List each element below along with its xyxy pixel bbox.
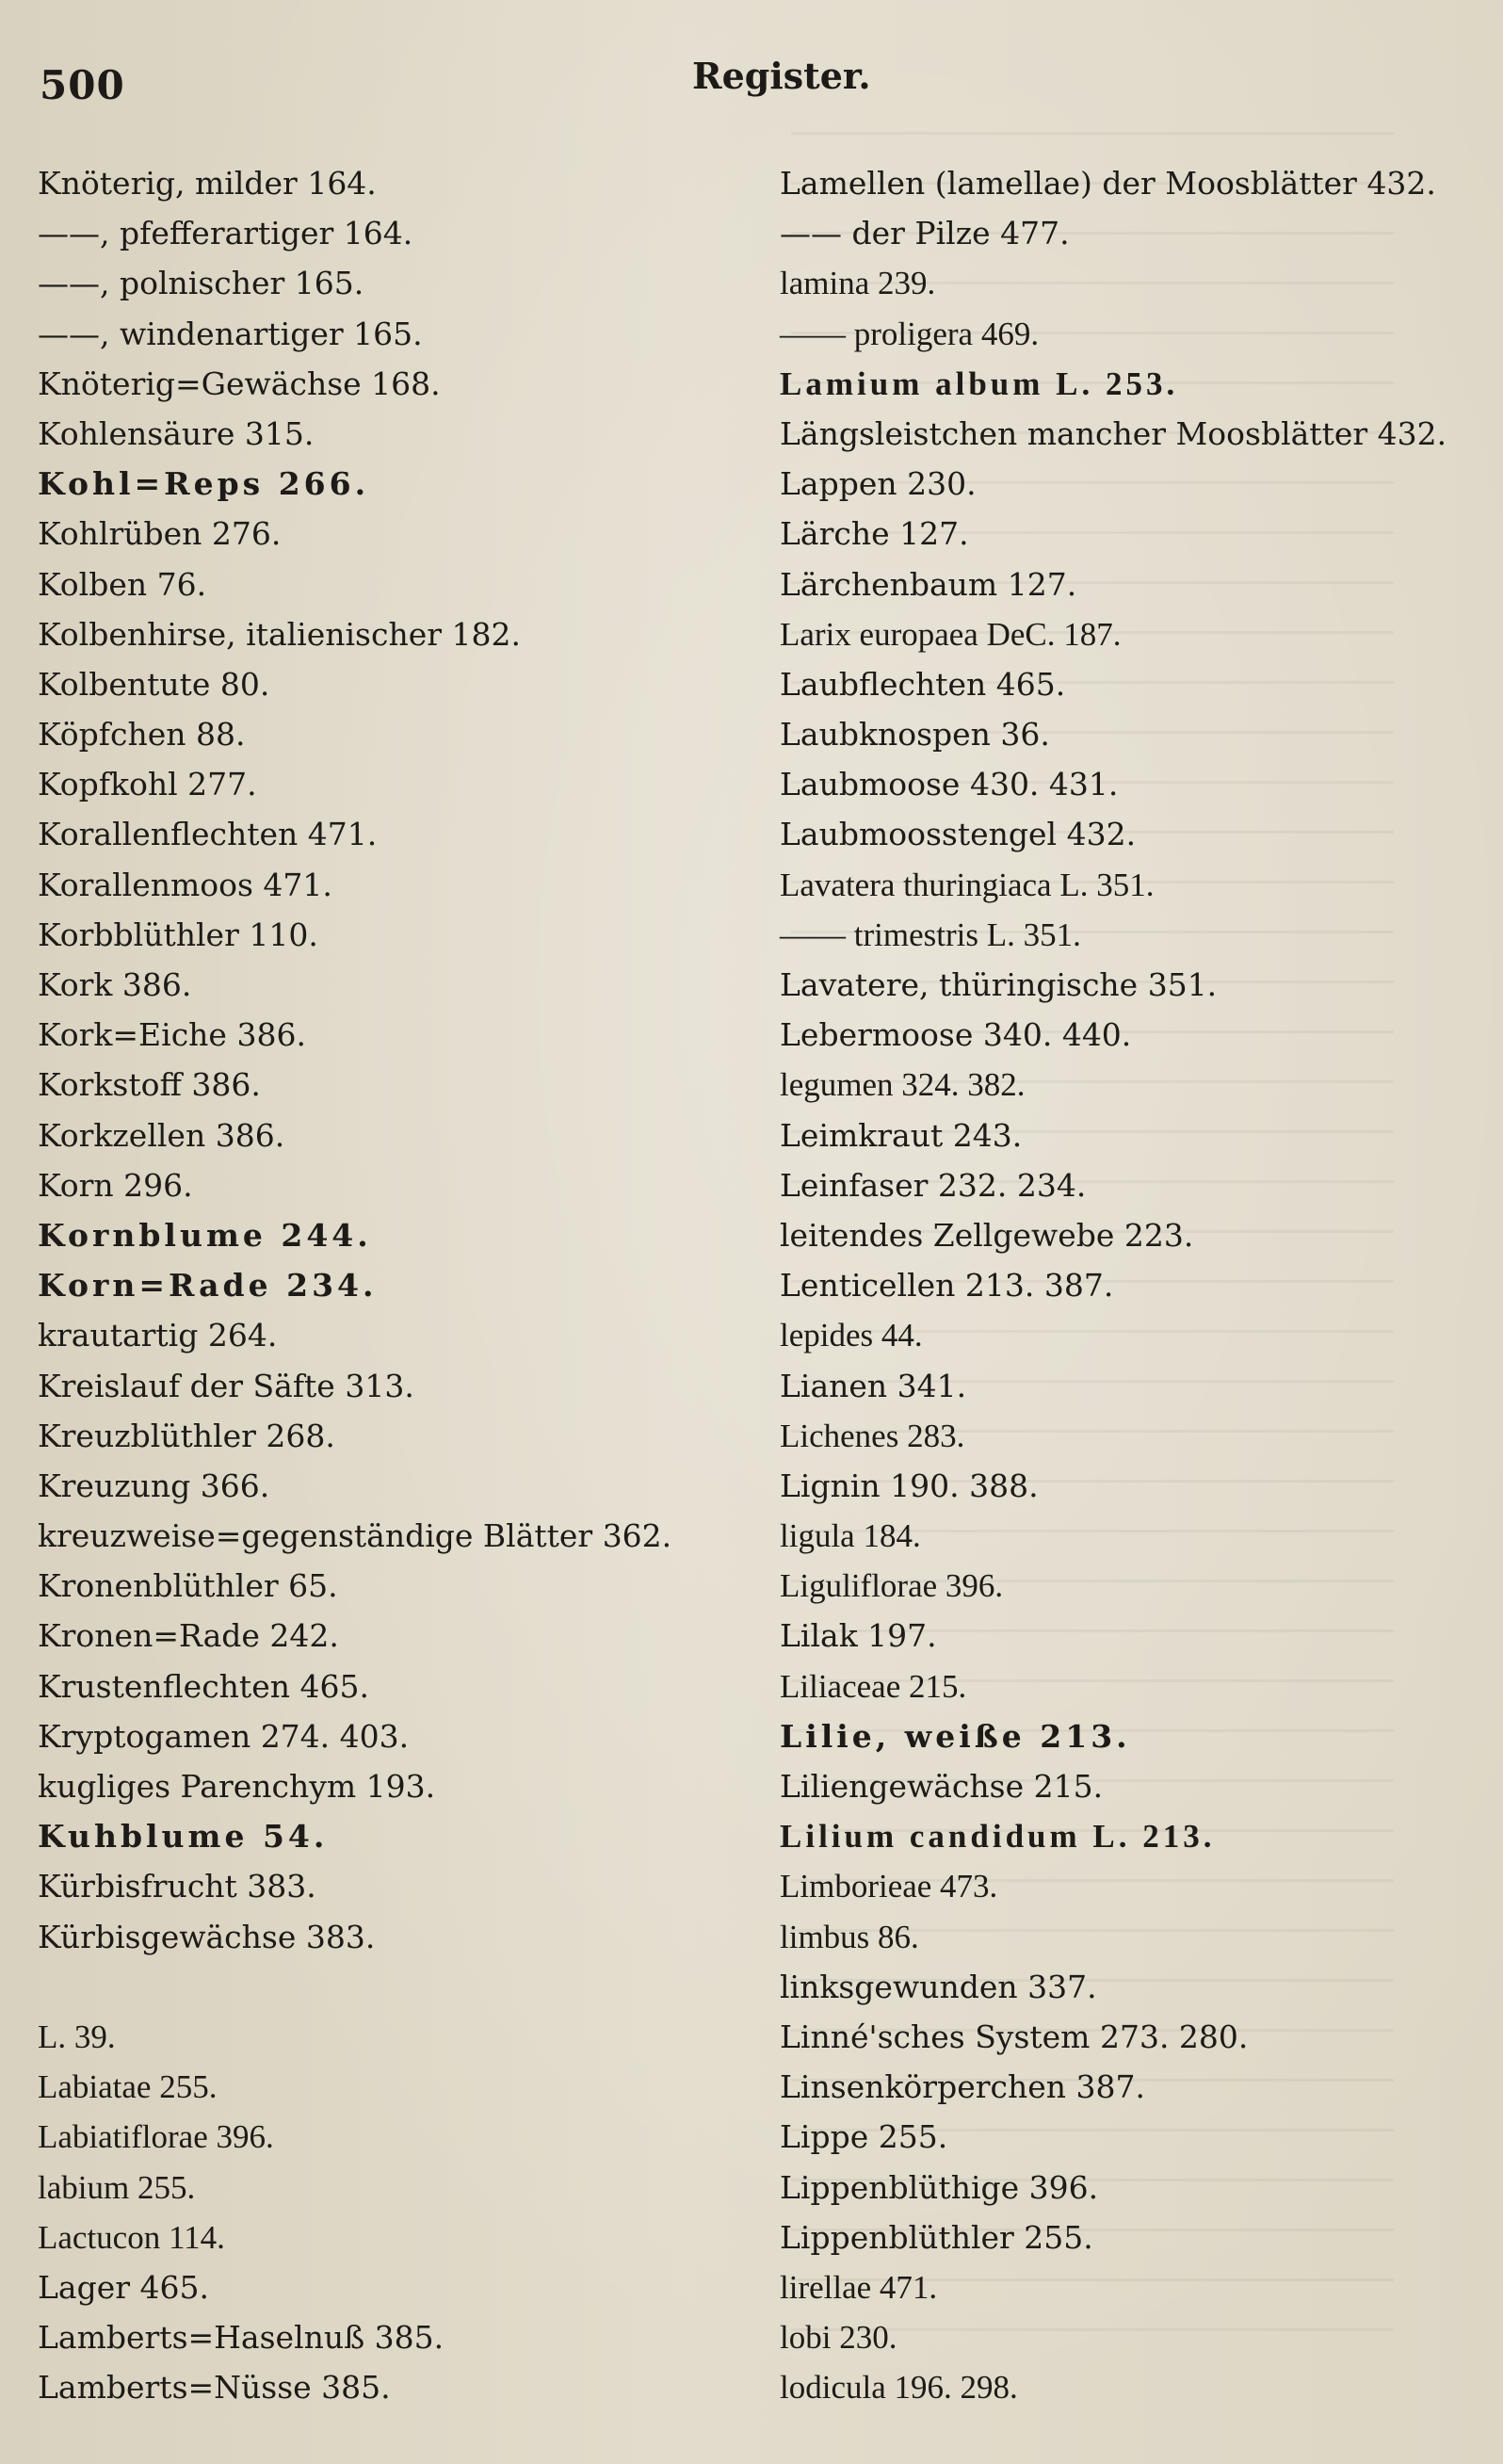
- index-entry: Kolben 76.: [38, 565, 207, 603]
- index-entry: ——, pfefferartiger 164.: [38, 215, 413, 252]
- index-entry: lepides 44.: [780, 1317, 923, 1354]
- index-entry: Lippenblüthler 255.: [780, 2218, 1093, 2256]
- index-entry: Lilie, weiße 213.: [780, 1717, 1131, 1755]
- index-entry: Lamberts=Haselnuß 385.: [38, 2319, 444, 2357]
- index-entry: Korkstoff 386.: [38, 1066, 261, 1104]
- index-entry: Liguliflorae 396.: [780, 1567, 1004, 1605]
- index-entry: —— trimestris L. 351.: [780, 916, 1081, 953]
- index-entry: Lärchenbaum 127.: [780, 565, 1077, 603]
- index-entry: Lavatera thuringiaca L. 351.: [780, 866, 1155, 903]
- index-entry: Lippenblüthige 396.: [780, 2168, 1099, 2206]
- index-entry: ligula 184.: [780, 1517, 921, 1555]
- index-entry: legumen 324. 382.: [780, 1066, 1026, 1104]
- index-entry: Lamberts=Nüsse 385.: [38, 2369, 391, 2407]
- index-entry: Linné'sches System 273. 280.: [780, 2018, 1249, 2055]
- index-entry: Kreuzblüthler 268.: [38, 1417, 335, 1454]
- index-entry: Knöterig=Gewächse 168.: [38, 365, 441, 402]
- index-entry: Kuhblume 54.: [38, 1818, 329, 1856]
- index-entry: —— der Pilze 477.: [780, 215, 1070, 252]
- index-entry: Köpfchen 88.: [38, 716, 246, 754]
- index-entry: Lebermoose 340. 440.: [780, 1016, 1132, 1054]
- index-entry: Krustenflechten 465.: [38, 1667, 369, 1705]
- index-entry: Lippe 255.: [780, 2118, 948, 2156]
- index-entry: Lichenes 283.: [780, 1417, 965, 1454]
- index-entry: Lärche 127.: [780, 515, 969, 553]
- index-entry: Kornblume 244.: [38, 1216, 372, 1254]
- index-entry: Kronen=Rade 242.: [38, 1617, 339, 1655]
- index-entry: Laubmoosstengel 432.: [780, 816, 1137, 853]
- index-entry: Lilak 197.: [780, 1617, 937, 1655]
- index-entry: Korbblüthler 110.: [38, 916, 318, 953]
- index-entry: Kohlrüben 276.: [38, 515, 282, 553]
- section-gap: [38, 1962, 753, 2012]
- index-entry: Laubmoose 430. 431.: [780, 766, 1119, 803]
- index-entry: Kolbenhirse, italienischer 182.: [38, 615, 521, 653]
- index-entry: Liliengewächse 215.: [780, 1768, 1104, 1805]
- index-entry: Korallenflechten 471.: [38, 816, 378, 853]
- index-entry: kreuzweise=gegenständige Blätter 362.: [38, 1517, 672, 1555]
- index-entry: Korkzellen 386.: [38, 1116, 285, 1154]
- index-entry: Kronenblüthler 65.: [38, 1567, 338, 1605]
- index-entry: Kreislauf der Säfte 313.: [38, 1367, 414, 1404]
- index-entry: Larix europaea DeC. 187.: [780, 615, 1122, 653]
- index-entry: kugliges Parenchym 193.: [38, 1768, 436, 1805]
- index-entry: Korn 296.: [38, 1166, 193, 1204]
- index-entry: Linsenkörperchen 387.: [780, 2068, 1145, 2106]
- index-entry: Kürbisgewächse 383.: [38, 1918, 376, 1955]
- index-entry: Leinfaser 232. 234.: [780, 1166, 1087, 1204]
- index-entry: Kürbisfrucht 383.: [38, 1868, 316, 1905]
- index-entry: Laubknospen 36.: [780, 716, 1050, 754]
- index-entry: lamina 239.: [780, 265, 936, 302]
- index-entry: Kork=Eiche 386.: [38, 1016, 306, 1054]
- index-entry: lodicula 196. 298.: [780, 2369, 1018, 2407]
- index-entry: Lavatere, thüringische 351.: [780, 966, 1218, 1003]
- index-entry: lirellae 471.: [780, 2268, 938, 2306]
- index-entry: ——, windenartiger 165.: [38, 315, 423, 352]
- index-entry: Kork 386.: [38, 966, 192, 1003]
- index-entry: Lilium candidum L. 213.: [780, 1818, 1216, 1856]
- index-entry: Lager 465.: [38, 2268, 209, 2306]
- index-entry: Knöterig, milder 164.: [38, 165, 377, 202]
- running-head: Register.: [692, 55, 871, 97]
- index-entry: lobi 230.: [780, 2319, 897, 2357]
- index-entry: Kohl=Reps 266.: [38, 465, 370, 503]
- index-entry: Kreuzung 366.: [38, 1467, 270, 1504]
- index-entry: Labiatae 255.: [38, 2068, 218, 2106]
- index-entry: Laubflechten 465.: [780, 665, 1066, 703]
- index-entry: Liliaceae 215.: [780, 1667, 967, 1705]
- index-entry: Korallenmoos 471.: [38, 866, 332, 903]
- index-entry: Limborieae 473.: [780, 1868, 998, 1905]
- index-entry: ——, polnischer 165.: [38, 265, 364, 302]
- index-entry: Kolbentute 80.: [38, 665, 270, 703]
- index-entry: Lappen 230.: [780, 465, 977, 503]
- page-number: 500: [40, 62, 125, 108]
- index-entry: labium 255.: [38, 2168, 196, 2206]
- index-entry: —— proligera 469.: [780, 315, 1040, 352]
- index-entry: linksgewunden 337.: [780, 1968, 1097, 2005]
- index-entry: Kryptogamen 274. 403.: [38, 1717, 410, 1755]
- index-entry: Kopfkohl 277.: [38, 766, 257, 803]
- index-entry: Lamellen (lamellae) der Moosblätter 432.: [780, 165, 1436, 202]
- index-column-left: [38, 158, 753, 2412]
- index-entry: Lenticellen 213. 387.: [780, 1267, 1114, 1305]
- index-entry: Labiatiflorae 396.: [38, 2118, 274, 2156]
- index-entry: Korn=Rade 234.: [38, 1267, 378, 1305]
- index-entry: Lamium album L. 253.: [780, 365, 1179, 402]
- index-entry: Lignin 190. 388.: [780, 1467, 1039, 1504]
- index-column-right: [780, 158, 1477, 2412]
- index-entry: Lactucon 114.: [38, 2218, 225, 2256]
- index-entry: Kohlensäure 315.: [38, 414, 315, 452]
- index-entry: Längsleistchen mancher Moosblätter 432.: [780, 414, 1447, 452]
- index-entry: limbus 86.: [780, 1918, 919, 1955]
- index-entry: Lianen 341.: [780, 1367, 967, 1404]
- index-entry: leitendes Zellgewebe 223.: [780, 1216, 1194, 1254]
- index-entry: krautartig 264.: [38, 1317, 278, 1354]
- section-letter-entry: L. 39.: [38, 2018, 116, 2055]
- index-entry: Leimkraut 243.: [780, 1116, 1023, 1154]
